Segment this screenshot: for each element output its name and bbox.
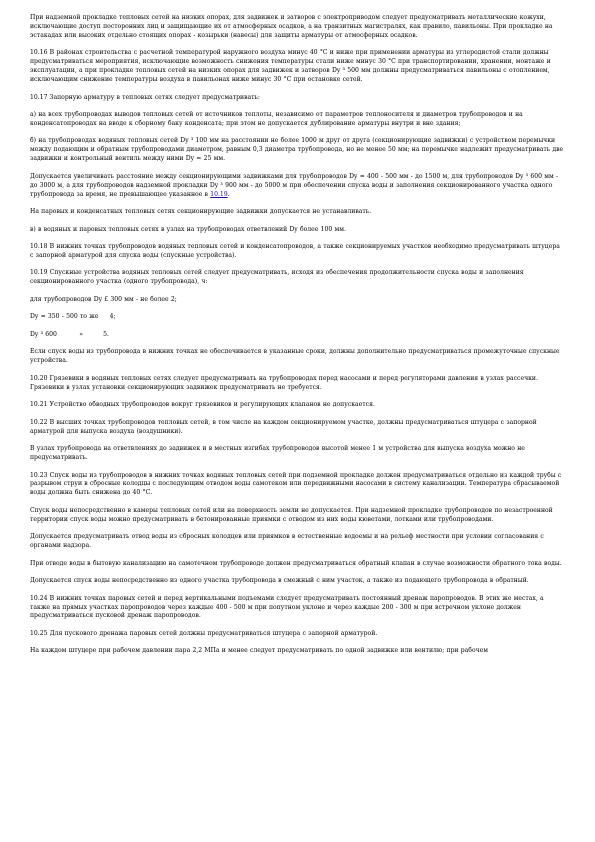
clause-10-25: 10.25 Для пускового дренажа паровых сетей должны предусматриваться штуцера с запорной арматурой. (30, 629, 378, 637)
clause-10-19: 10.19 Спускные устройства водяных тепловых сетей следует предусматривать, исходя из обеспечения продолжительности спуска воды и заполнения секционированного участка (одного трубопровода), ч: (30, 269, 524, 286)
steam-networks-note: На паровых и конденсатных тепловых сетях секционирующие задвижки допускается не устанавливать. (30, 208, 372, 216)
clause-10-17-v: в) в водяных и паровых тепловых сетях в узлах на трубопроводах ответвлений Dy более 100 мм. (30, 225, 346, 233)
clause-10-25-continued: На каждом штуцере при рабочем давлении пара 2,2 МПа и менее следует предусматривать по одной задвижке или вентилю; при рабочем (30, 647, 489, 655)
clause-10-23-sewer: При отводе воды в бытовую канализацию на самотечном трубопроводе должен предусматриваться обратный клапан в случае возможности обратного тока воды. (30, 559, 562, 567)
clause-10-21: 10.21 Устройство обводных трубопроводов вокруг грязевиков и регулирующих клапанов не допускается. (30, 401, 375, 409)
clause-10-23: 10.23 Спуск воды из трубопроводов в нижних точках водяных тепловых сетей при подземной прокладке должен предусматриваться отдельно из каждой трубы с разрывом струи в сбросные колодцы с последующим отводом воды самотеком или передвижными насосами в систему канализации. Температура сбрасываемой воды должна быть снижена до 40 °С. (30, 471, 562, 497)
clause-10-24: 10.24 В нижних точках паровых сетей и перед вертикальными подъемами следует предусматривать постоянный дренаж паропроводов. В этих же местах, а также на прямых участках паропроводов через каждые 400 - 500 м при попутном уклоне и через каждые 200 - 300 м при встречном уклоне должен предусматриваться пусковой дренаж паропроводов. (30, 594, 544, 620)
paragraph-valve-housing: При надземной прокладке тепловых сетей на низких опорах, для задвижек и затворов с электроприводом следует предусматривать металлические кожухи, исключающие доступ посторонних лиц и защищающие их от атмосферных осадков, а на транзитных магистралях, как правило, павильоны. При прокладке на эстакадах или высоких отдельно стоящих опорах - козырьки (навесы) для защиты арматуры от атмосферных осадков. (30, 14, 553, 39)
drain-time-row-2: Dy = 350 - 500 то же 4; (30, 313, 116, 321)
clause-10-22-note: В узлах трубопровода на ответвлениях до задвижек и в местных изгибах трубопроводов высотой менее 1 м устройства для выпуска воздуха можно не предусматривать. (30, 445, 525, 461)
note-text-after: . (227, 190, 230, 198)
clause-10-17: 10.17 Запорную арматуру в тепловых сетях следует предусматривать: (30, 93, 260, 101)
clause-10-17-b-note (30, 173, 565, 200)
clause-10-23-chambers: Спуск воды непосредственно в камеры тепловых сетей или на поверхность земли не допускается. При надземной прокладке трубопроводов по незастроенной территории спуск воды можно предусматривать в бетонированные приямки с отводом из них воды кюветами, лотками или трубопроводами. (30, 506, 553, 523)
clause-10-20: 10.20 Грязевики в водяных тепловых сетях следует предусматривать на трубопроводах перед насосами и перед регуляторами давления в узлах рассечки. Грязевики в узлах установки секционирующих задвижек предусматривать не требуется. (30, 374, 538, 391)
clause-10-17-a: а) на всех трубопроводах выводов тепловых сетей от источников теплоты, независимо от параметров теплоносителя и диаметров трубопроводов и на конденсатопроводах на вводе к сборному баку конденсата; при этом не допускается дублирование арматуры внутри и вне здания; (30, 111, 523, 127)
note-text-before: Допускается увеличивать расстояние между секционирующими задвижками для трубопроводов Dy = 400 - 500 мм - до 1500 м, для трубопроводов Dy ³ 600 мм - до 3000 м, а для трубопроводов надземной прокладки Dy ³ 900 мм - до 5000 м при обеспечении спуска воды и заполнения секционированного участка одного трубопровода за время, не превышающее указанное в (30, 172, 559, 198)
drain-time-row-3: Dy ³ 600 » 5. (30, 330, 109, 338)
clause-10-18: 10.18 В нижних точках трубопроводов водяных тепловых сетей и конденсатопроводов, а также секционируемых участков необходимо предусматривать штуцера с запорной арматурой для спуска воды (спускные устройства). (30, 243, 560, 259)
drain-time-row-1: для трубопроводов Dy £ 300 мм - не более 2; (30, 295, 177, 303)
clause-10-23-reservoirs: Допускается предусматривать отвод воды из сбросных колодцев или приямков в естественные водоемы и на рельеф местности при условии согласования с органами надзора. (30, 533, 544, 550)
clause-10-17-b: б) на трубопроводах водяных тепловых сетей Dy ³ 100 мм на расстоянии не более 1000 м друг от друга (секционирующие задвижки) с устройством перемычки между подающим и обратным трубопроводами диаметром, равным 0,3 диаметра трубопровода, но не менее 50 мм; на перемычке надлежит предусматривать две задвижки и контрольный вентиль между ними Dy = 25 мм. (30, 137, 564, 163)
link-10-19[interactable]: 10.19 (210, 190, 228, 198)
intermediate-drains-note: Если спуск воды из трубопровода в нижних точках не обеспечивается в указанные сроки, должны дополнительно предусматриваться промежуточные спускные устройства. (30, 348, 560, 365)
clause-10-22: 10.22 В высших точках трубопроводов тепловых сетей, в том числе на каждом секционируемом участке, должны предусматриваться штуцера с запорной арматурой для выпуска воздуха (воздушники). (30, 418, 537, 435)
clause-10-23-adjacent: Допускается спуск воды непосредственно из одного участка трубопровода в смежный с ним участок, а также из подающего трубопровода в обратный. (30, 577, 529, 585)
clause-10-16: 10.16 В районах строительства с расчетной температурой наружного воздуха минус 40 °С и ниже при применении арматуры из углеродистой стали должны предусматриваться мероприятия, исключающие возможность снижения температуры стали ниже минус 30 °С при транспортировании, хранении, монтаже и эксплуатации, а при прокладке тепловых сетей на низких опорах для задвижек и затворов Dy ³ 500 мм должны предусматриваться павильоны с отоплением, исключающим снижение температуры воздуха в павильонах ниже минус 30 °С при остановке сетей. (30, 49, 551, 84)
